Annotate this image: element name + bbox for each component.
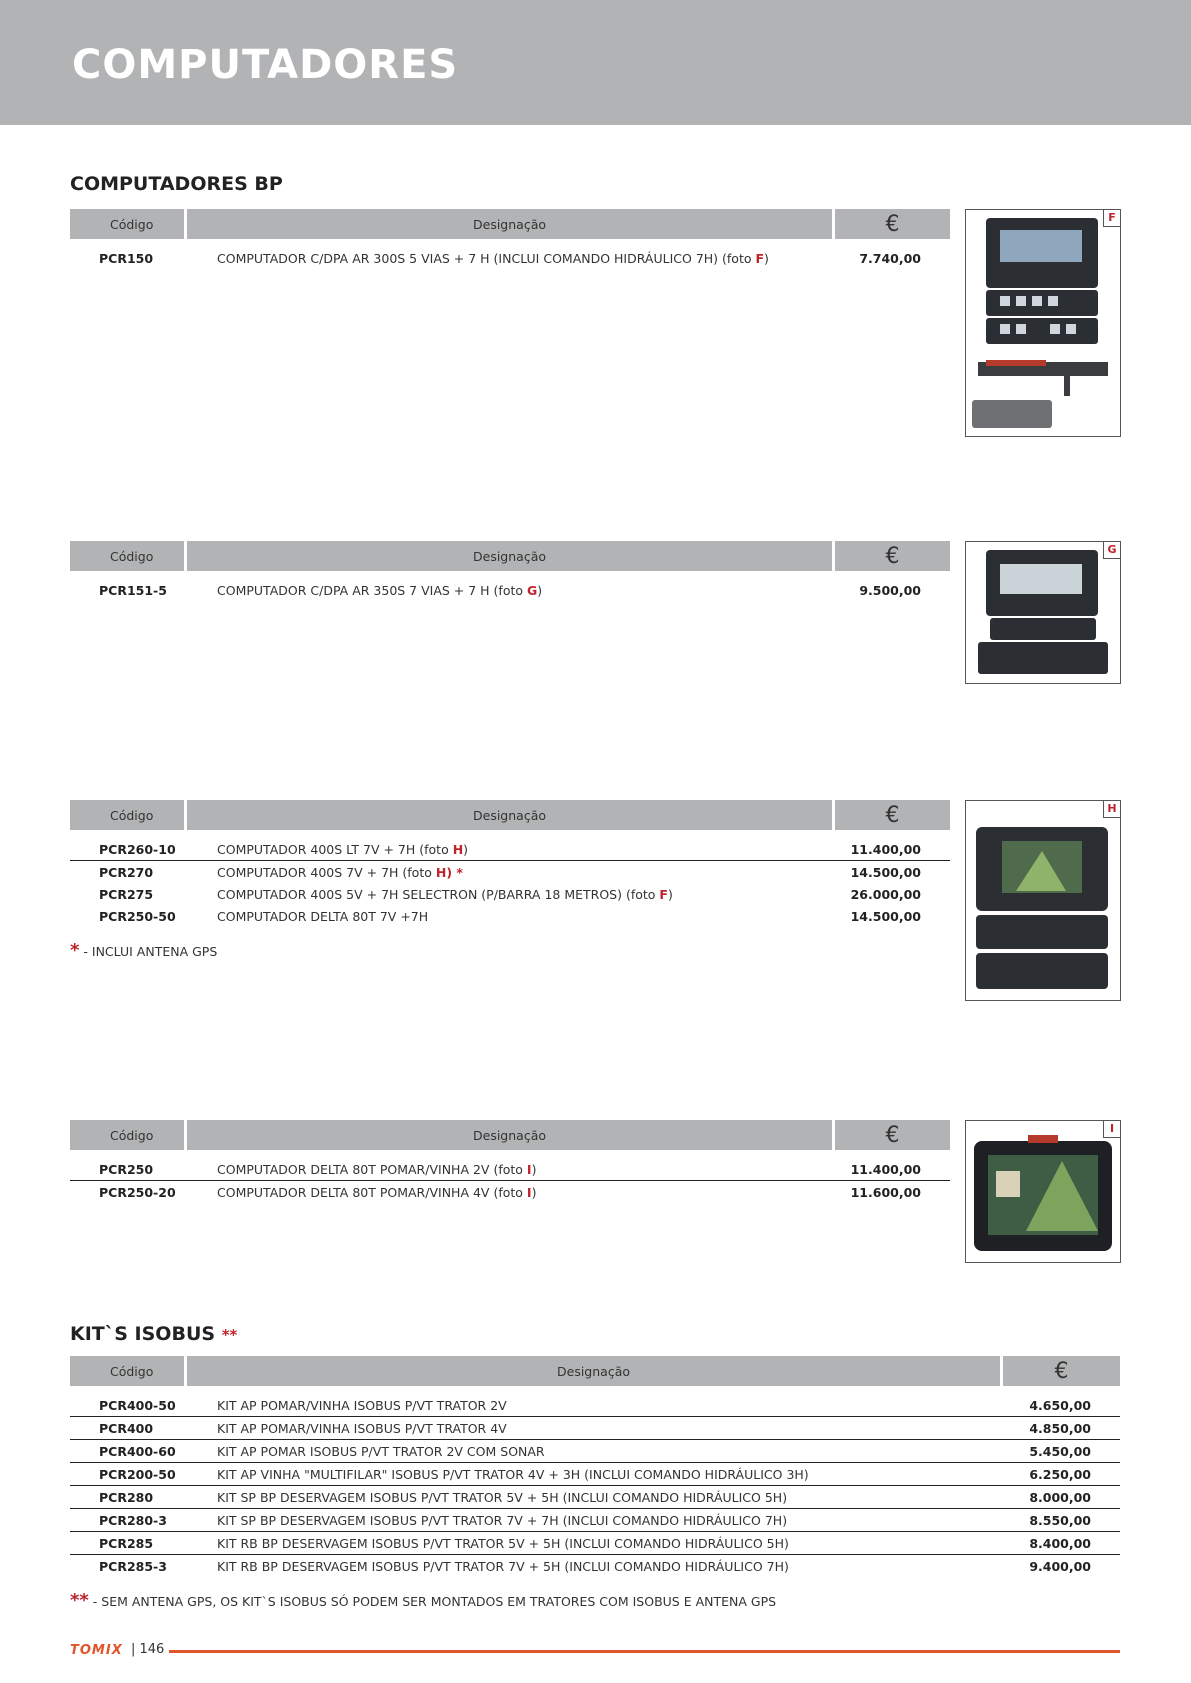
table-row: PCR400-60 KIT AP POMAR ISOBUS P/VT TRATOR 2V COM SONAR 5.450,00 bbox=[70, 1440, 1120, 1463]
table-row: PCR150 COMPUTADOR C/DPA AR 300S 5 VIAS + 7 H (INCLUI COMANDO HIDRÁULICO 7H) (foto F) 7.740,00 bbox=[99, 250, 921, 266]
product-photo-g: G bbox=[965, 541, 1121, 684]
controller-image bbox=[966, 801, 1120, 1000]
table-row: PCR250-50 COMPUTADOR DELTA 80T 7V +7H 14.500,00 bbox=[99, 908, 921, 924]
page-title: COMPUTADORES bbox=[72, 42, 459, 88]
price-table-3 bbox=[70, 800, 950, 927]
table-row: PCR400-50 KIT AP POMAR/VINHA ISOBUS P/VT TRATOR 2V 4.650,00 bbox=[70, 1394, 1120, 1417]
controller-image bbox=[966, 542, 1120, 683]
table-row: PCR285 KIT RB BP DESERVAGEM ISOBUS P/VT TRATOR 5V + 5H (INCLUI COMANDO HIDRÁULICO 5H) 8.400,00 bbox=[70, 1532, 1120, 1555]
col-header-code: Código bbox=[70, 209, 187, 239]
controller-image bbox=[966, 210, 1120, 436]
col-header-code: Código bbox=[70, 541, 187, 571]
product-photo-h: H bbox=[965, 800, 1121, 1001]
footer-divider bbox=[169, 1650, 1120, 1653]
table-row: PCR280 KIT SP BP DESERVAGEM ISOBUS P/VT TRATOR 5V + 5H (INCLUI COMANDO HIDRÁULICO 5H) 8.000,00 bbox=[70, 1486, 1120, 1509]
table-row: PCR260-10 COMPUTADOR 400S LT 7V + 7H (foto H) 11.400,00 bbox=[70, 838, 950, 861]
controller-image bbox=[966, 1121, 1120, 1262]
note-gps: * - INCLUI ANTENA GPS bbox=[70, 940, 218, 961]
col-header-desc: Designação bbox=[187, 541, 835, 571]
col-header-code: Código bbox=[70, 1120, 187, 1150]
product-photo-f: F bbox=[965, 209, 1121, 437]
price-table-1 bbox=[70, 209, 950, 269]
col-header-eur: € bbox=[835, 1120, 950, 1150]
col-header-desc: Designação bbox=[187, 1356, 1003, 1386]
page-header bbox=[0, 0, 1191, 125]
section-title-bp: COMPUTADORES BP bbox=[70, 173, 283, 195]
col-header-desc: Designação bbox=[187, 800, 835, 830]
table-row: PCR250 COMPUTADOR DELTA 80T POMAR/VINHA 2V (foto I) 11.400,00 bbox=[70, 1158, 950, 1181]
price-table-4 bbox=[70, 1120, 950, 1203]
col-header-eur: € bbox=[835, 209, 950, 239]
table-row: PCR275 COMPUTADOR 400S 5V + 7H SELECTRON (P/BARRA 18 METROS) (foto F) 26.000,00 bbox=[99, 886, 921, 902]
product-photo-i: I bbox=[965, 1120, 1121, 1263]
price-table-2 bbox=[70, 541, 950, 601]
col-header-eur: € bbox=[835, 800, 950, 830]
table-row: PCR200-50 KIT AP VINHA "MULTIFILAR" ISOBUS P/VT TRATOR 4V + 3H (INCLUI COMANDO HIDRÁULICO 3H) 6.250,00 bbox=[70, 1463, 1120, 1486]
note-isobus: ** - SEM ANTENA GPS, OS KIT`S ISOBUS SÓ PODEM SER MONTADOS EM TRATORES COM ISOBUS E ANTENA GPS bbox=[70, 1590, 777, 1611]
table-row: PCR151-5 COMPUTADOR C/DPA AR 350S 7 VIAS + 7 H (foto G) 9.500,00 bbox=[99, 582, 921, 598]
col-header-code: Código bbox=[70, 1356, 187, 1386]
col-header-eur: € bbox=[835, 541, 950, 571]
table-row: PCR280-3 KIT SP BP DESERVAGEM ISOBUS P/VT TRATOR 7V + 7H (INCLUI COMANDO HIDRÁULICO 7H) 8.550,00 bbox=[70, 1509, 1120, 1532]
col-header-desc: Designação bbox=[187, 1120, 835, 1150]
col-header-eur: € bbox=[1003, 1356, 1120, 1386]
brand-logo: TOMIX bbox=[70, 1643, 123, 1658]
table-row: PCR400 KIT AP POMAR/VINHA ISOBUS P/VT TRATOR 4V 4.850,00 bbox=[70, 1417, 1120, 1440]
page-number: | 146 bbox=[131, 1642, 165, 1657]
table-row: PCR270 COMPUTADOR 400S 7V + 7H (foto H) * 14.500,00 bbox=[99, 864, 921, 880]
table-row: PCR250-20 COMPUTADOR DELTA 80T POMAR/VINHA 4V (foto I) 11.600,00 bbox=[99, 1184, 921, 1200]
col-header-desc: Designação bbox=[187, 209, 835, 239]
table-row: PCR285-3 KIT RB BP DESERVAGEM ISOBUS P/VT TRATOR 7V + 5H (INCLUI COMANDO HIDRÁULICO 7H) 9.400,00 bbox=[99, 1558, 1091, 1574]
section-title-isobus: KIT`S ISOBUS ** bbox=[70, 1323, 238, 1345]
col-header-code: Código bbox=[70, 800, 187, 830]
price-table-isobus bbox=[70, 1356, 1120, 1577]
